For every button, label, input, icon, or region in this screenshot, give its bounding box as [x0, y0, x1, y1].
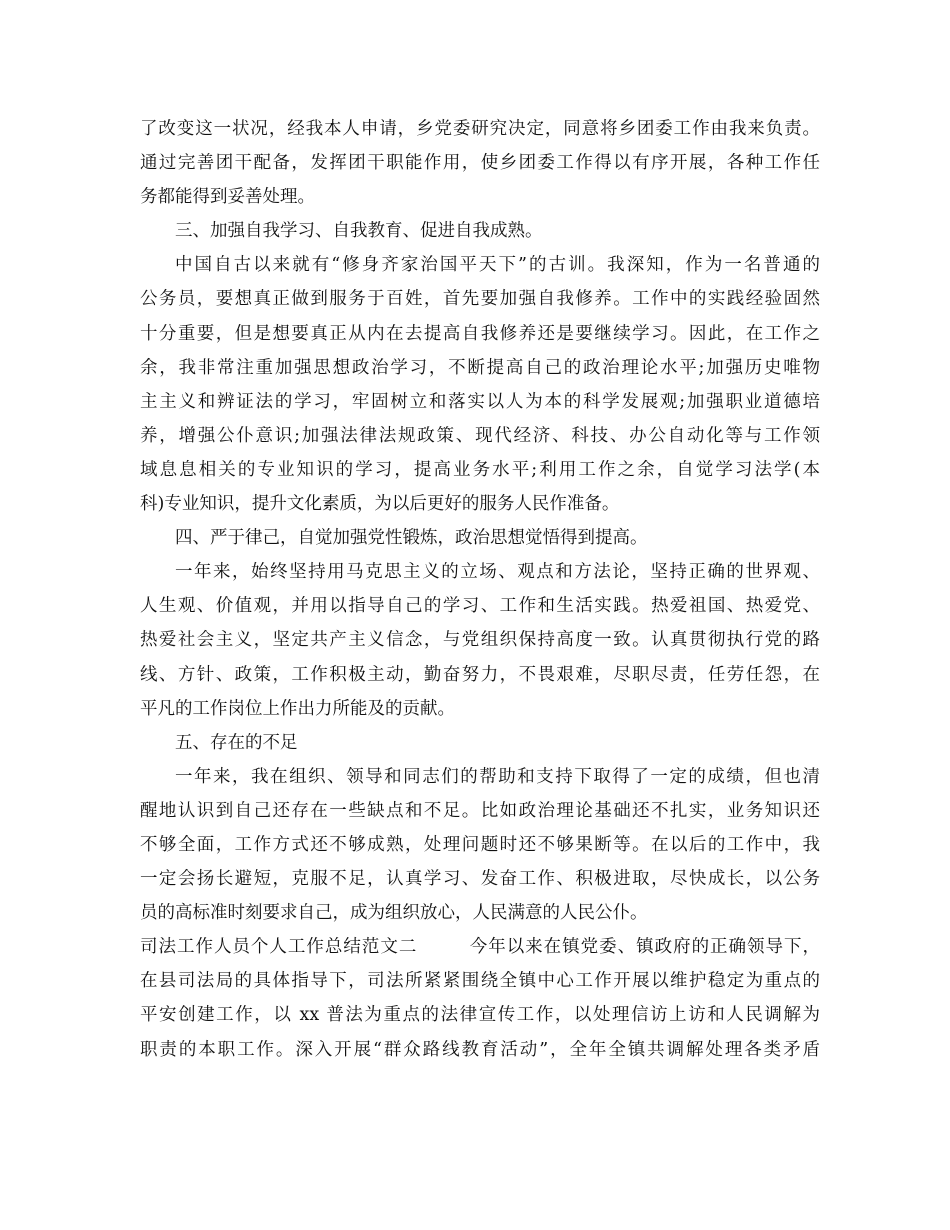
text-line: 三、加强自我学习、自我教育、促进自我成熟。 — [175, 221, 543, 242]
text-line: 不够全面，工作方式还不够成熟，处理问题时还不够果断等。在以后的工作中，我 — [140, 834, 820, 855]
text-line: 一年来，我在组织、领导和同志们的帮助和支持下取得了一定的成绩，但也清 — [175, 766, 820, 787]
text-line: 五、存在的不足 — [175, 732, 298, 753]
text-line: 通过完善团干配备，发挥团干职能作用，使乡团委工作得以有序开展，各种工作任 — [140, 153, 820, 174]
text-line: 职责的本职工作。深入开展“群众路线教育活动”，全年全镇共调解处理各类矛盾 — [140, 1039, 820, 1060]
text-line: 热爱社会主义，坚定共产主义信念，与党组织保持高度一致。认真贯彻执行党的路 — [140, 630, 820, 651]
text-line: 域息息相关的专业知识的学习，提高业务水平;利用工作之余，自觉学习法学(本 — [140, 459, 820, 480]
text-line: 余，我非常注重加强思想政治学习，不断提高自己的政治理论水平;加强历史唯物 — [140, 357, 820, 378]
text-line: 四、严于律己，自觉加强党性锻炼，政治思想觉悟得到提高。 — [175, 528, 648, 549]
text-line: 在县司法局的具体指导下，司法所紧紧围绕全镇中心工作开展以维护稳定为重点的 — [140, 971, 820, 992]
text-line: 务都能得到妥善处理。 — [140, 187, 315, 208]
text-line: 线、方针、政策，工作积极主动，勤奋努力，不畏艰难，尽职尽责，任劳任怨，在 — [140, 664, 820, 685]
text-line: 平凡的工作岗位上作出力所能及的贡献。 — [140, 698, 455, 719]
text-line: 科)专业知识，提升文化素质，为以后更好的服务人民作准备。 — [140, 494, 620, 515]
text-line: 公务员，要想真正做到服务于百姓，首先要加强自我修养。工作中的实践经验固然 — [140, 289, 820, 310]
text-line: 司法工作人员个人工作总结范文二 今年以来在镇党委、镇政府的正确领导下， — [140, 937, 820, 958]
text-line: 员的高标准时刻要求自己，成为组织放心，人民满意的人民公仆。 — [140, 903, 648, 924]
text-line: 了改变这一状况，经我本人申请，乡党委研究决定，同意将乡团委工作由我来负责。 — [140, 119, 820, 139]
text-line: 平安创建工作，以 xx 普法为重点的法律宣传工作，以处理信访上访和人民调解为 — [140, 1005, 820, 1026]
text-line: 醒地认识到自己还存在一些缺点和不足。比如政治理论基础还不扎实，业务知识还 — [140, 800, 820, 821]
document-body — [140, 112, 820, 1067]
text-line: 十分重要，但是想要真正从内在去提高自我修养还是要继续学习。因此，在工作之 — [140, 323, 820, 344]
text-line: 一年来，始终坚持用马克思主义的立场、观点和方法论，坚持正确的世界观、 — [175, 562, 820, 583]
text-line: 一定会扬长避短，克服不足，认真学习、发奋工作、积极进取，尽快成长，以公务 — [140, 869, 820, 890]
text-line: 人生观、价值观，并用以指导自己的学习、工作和生活实践。热爱祖国、热爱党、 — [140, 596, 820, 617]
text-line: 主主义和辨证法的学习，牢固树立和落实以人为本的科学发展观;加强职业道德培 — [140, 391, 820, 412]
text-line: 养，增强公仆意识;加强法律法规政策、现代经济、科技、办公自动化等与工作领 — [140, 425, 820, 446]
text-line: 中国自古以来就有“修身齐家治国平天下”的古训。我深知，作为一名普通的 — [175, 255, 820, 276]
